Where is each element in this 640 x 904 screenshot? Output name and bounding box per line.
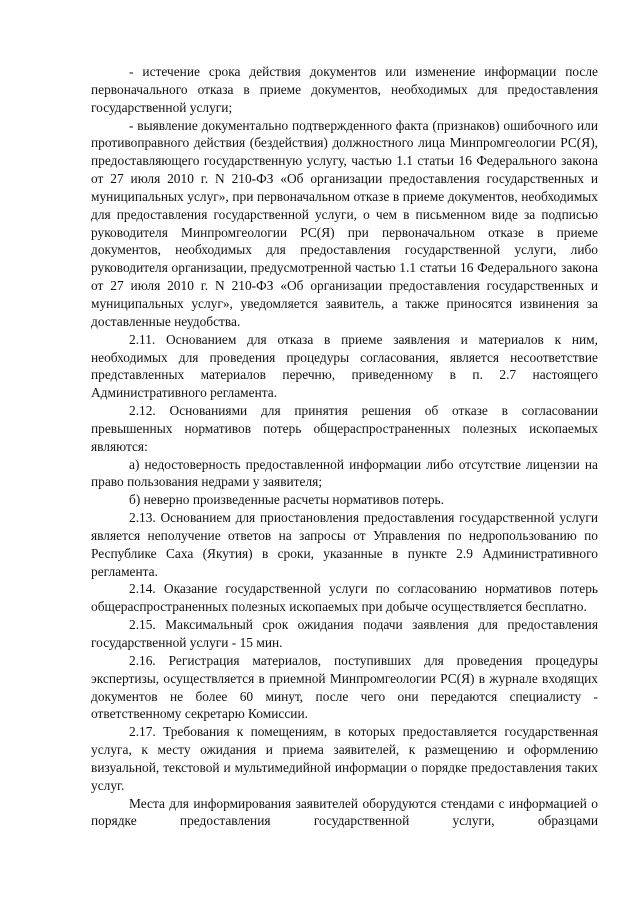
paragraph-2-16: 2.16. Регистрация материалов, поступивших для проведения процедуры экспертизы, осуществляется в приемной Минпромгеологии РС(Я) в журнале входящих документов не более 60 минут, после чего они передаются специалисту - ответственному секретарю Комиссии. — [91, 652, 598, 722]
paragraph-expiry: - истечение срока действия документов или изменение информации после первоначального отказа в приеме документов, необходимых для предоставления государственной услуги; — [91, 64, 598, 115]
paragraph-info-stands: Места для информирования заявителей оборудуются стендами с информацией о порядке предоставления государственной услуги, образцами — [91, 795, 598, 829]
paragraph-2-12-a: а) недостоверность предоставленной информации либо отсутствие лицензии на право пользования недрами у заявителя; — [91, 456, 598, 490]
paragraph-2-17: 2.17. Требования к помещениям, в которых предоставляется государственная услуга, к месту ожидания и приема заявителей, к размещению и оформлению визуальной, текстовой и мультимедийной информации о порядке предоставления таких услуг. — [91, 724, 598, 793]
paragraph-2-13: 2.13. Основанием для приостановления предоставления государственной услуги является неполучение ответов на запросы от Управления по недропользованию по Республике Саха (Якутия) в сроки, указанные в пункте 2.9 Административного регламента. — [91, 510, 598, 579]
paragraph-2-12: 2.12. Основаниями для принятия решения об отказе в согласовании превышенных нормативов потерь общераспространенных полезных ископаемых являются: — [91, 403, 598, 454]
paragraph-error-detection: - выявление документально подтвержденного факта (признаков) ошибочного или противоправного действия (бездействия) должностного лица Минпромгеологии РС(Я), предоставляющего государственную услугу, частью 1.1 статьи 16 Федерального закона от 27 июля 2010 г. N 210-ФЗ «Об организации предоставления государственных и муниципальных услуг», при первоначальном отказе в приеме документов, необходимых для предоставления государственной услуги, о чем в письменном виде за подписью руководителя Минпромгеологии РС(Я) при первоначальном отказе в приеме документов, необходимых для предоставления государственной услуги, либо руководителя организации, предусмотренной частью 1.1 статьи 16 Федерального закона от 27 июля 2010 г. N 210-ФЗ «Об организации предоставления государственных и муниципальных услуг», уведомляется заявитель, а также приносятся извинения за доставленные неудобства. — [91, 117, 598, 329]
paragraph-2-12-b: б) неверно произведенные расчеты нормативов потерь. — [129, 492, 444, 508]
paragraph-2-14: 2.14. Оказание государственной услуги по согласованию нормативов потерь общераспространенных полезных ископаемых при добыче осуществляется бесплатно. — [91, 581, 598, 615]
paragraph-2-15: 2.15. Максимальный срок ожидания подачи заявления для предоставления государственной услуги - 15 мин. — [91, 617, 598, 650]
document-page — [91, 63, 598, 830]
paragraph-2-11: 2.11. Основанием для отказа в приеме заявления и материалов к ним, необходимых для проведения процедуры согласования, является несоответствие представленных материалов перечню, приведенному в п. 2.7 настоящего Административного регламента. — [91, 331, 598, 401]
